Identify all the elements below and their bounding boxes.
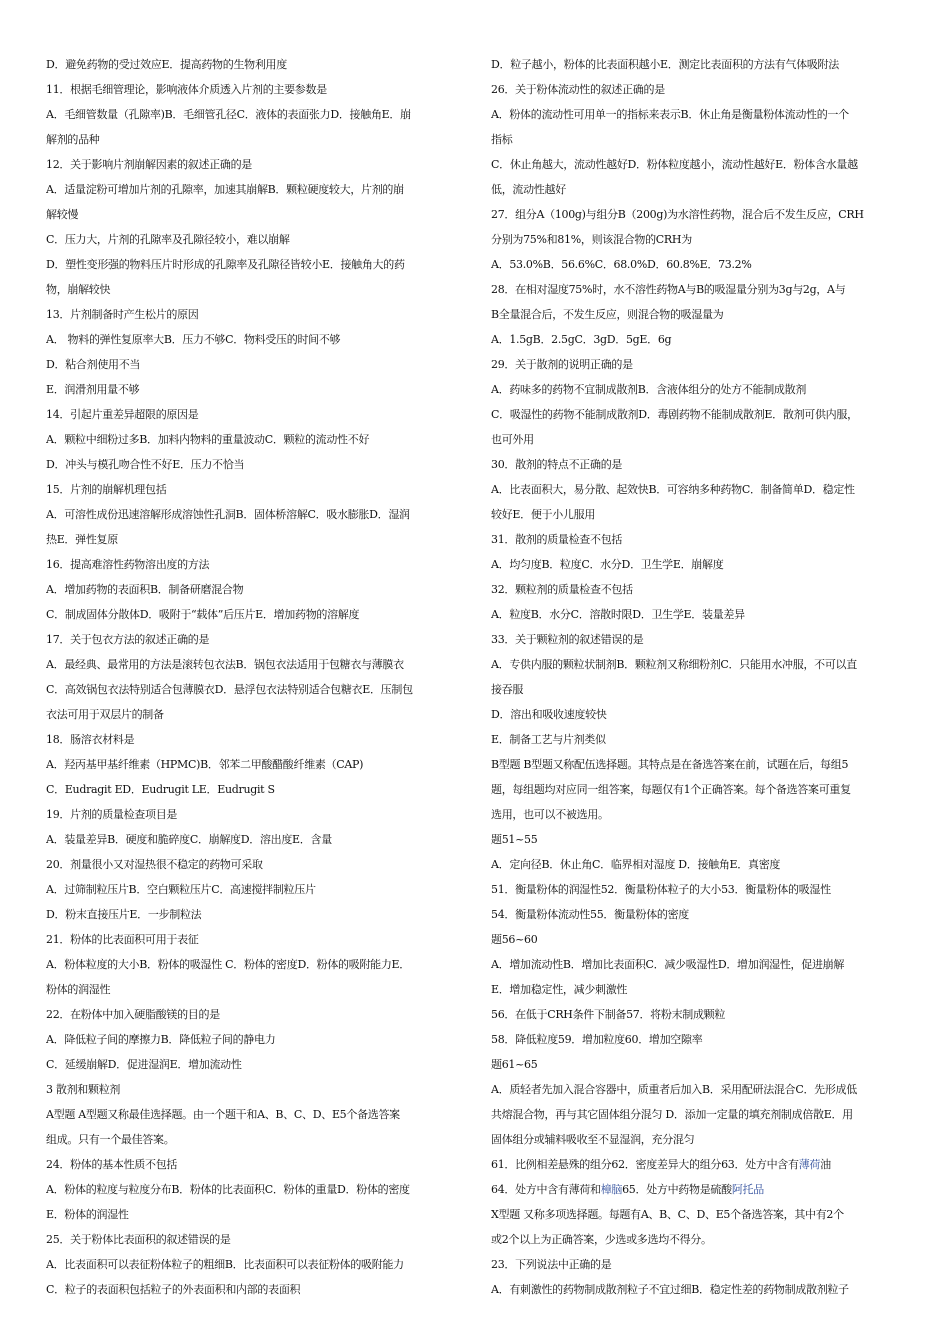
left-text-line	[46, 502, 461, 527]
line-text: 19．片剂的质量检查项目是	[46, 808, 178, 821]
line-text: A．粒度B．水分C．溶散时限D．卫生学E．装量差异	[491, 608, 745, 621]
line-text: 28．在相对湿度75%时，水不溶性药物A与B的吸湿量分别为3g与2g，A与	[491, 283, 846, 296]
line-text: 15．片剂的崩解机理包括	[46, 483, 167, 496]
left-text-line	[46, 602, 461, 627]
left-text-line	[46, 477, 461, 502]
line-text: 题51~55	[491, 833, 538, 846]
line-text: A．羟丙基甲基纤维素（HPMC)B．邻苯二甲酸醋酸纤维素（CAP)	[46, 758, 364, 771]
line-text: C．高效锅包衣法特别适合包薄膜衣D．悬浮包衣法特别适合包糖衣E．压制包	[46, 683, 413, 696]
left-text-line	[46, 277, 461, 302]
line-text: 14．引起片重差异超限的原因是	[46, 408, 199, 421]
left-text-line	[46, 927, 461, 952]
line-text: A．适量淀粉可增加片剂的孔隙率，加速其崩解B．颗粒硬度较大，片剂的崩	[46, 183, 404, 196]
line-text: 题，每组题均对应同一组答案，每题仅有1个正确答案。每个备选答案可重复	[491, 783, 851, 796]
right-text-line	[491, 677, 909, 702]
line-text: 解较慢	[46, 208, 79, 221]
left-text-line	[46, 127, 461, 152]
right-text-line	[491, 752, 909, 777]
line-text: 或2个以上为正确答案，少选或多选均不得分。	[491, 1233, 712, 1246]
line-text: 26．关于粉体流动性的叙述正确的是	[491, 83, 665, 96]
left-text-line	[46, 77, 461, 102]
line-text: A．比表面积大，易分散、起效快B．可容纳多种药物C．制备简单D．稳定性	[491, 483, 855, 496]
left-text-line	[46, 227, 461, 252]
right-text-line	[491, 177, 909, 202]
line-text: 23．下列说法中正确的是	[491, 1258, 612, 1271]
line-text: 56．在低于CRH条件下制备57．将粉末制成颗粒	[491, 1008, 726, 1021]
left-text-line	[46, 177, 461, 202]
right-text-line	[491, 152, 909, 177]
line-text: 31．散剂的质量检查不包括	[491, 533, 623, 546]
line-text: 低，流动性越好	[491, 183, 566, 196]
line-text: A型题 A型题又称最佳选择题。由一个题干和A、B、C、D、E5个备选答案	[46, 1108, 400, 1121]
left-text-line	[46, 102, 461, 127]
line-text: 18．肠溶衣材料是	[46, 733, 135, 746]
right-text-line	[491, 1277, 909, 1302]
line-text: 接吞服	[491, 683, 524, 696]
right-text-line	[491, 352, 909, 377]
line-text: A．定向径B．休止角C．临界相对湿度 D．接触角E．真密度	[491, 858, 781, 871]
line-text: 较好E．便于小儿服用	[491, 508, 596, 521]
left-text-line	[46, 1252, 461, 1277]
right-text-line	[491, 952, 909, 977]
line-text: C．制成固体分散体D．吸附于“载体”后压片E．增加药物的溶解度	[46, 608, 360, 621]
line-text: A．药味多的药物不宜制成散剂B．含液体组分的处方不能制成散剂	[491, 383, 807, 396]
left-text-line	[46, 952, 461, 977]
right-text-line	[491, 252, 909, 277]
left-text-line	[46, 727, 461, 752]
line-text: 12．关于影响片剂崩解因素的叙述正确的是	[46, 158, 252, 171]
left-text-line	[46, 1227, 461, 1252]
right-text-line	[491, 1227, 909, 1252]
left-text-line	[46, 52, 461, 77]
right-text-line	[491, 1177, 909, 1202]
line-text: 指标	[491, 133, 513, 146]
line-text: 30．散剂的特点不正确的是	[491, 458, 623, 471]
term-link-zhangnao[interactable]: 樟脑	[600, 1183, 623, 1196]
right-text-line	[491, 827, 909, 852]
right-text-line	[491, 1002, 909, 1027]
left-text-line	[46, 302, 461, 327]
left-text-line	[46, 152, 461, 177]
line-text: A．降低粒子间的摩擦力B．降低粒子间的静电力	[46, 1033, 276, 1046]
left-text-line	[46, 877, 461, 902]
line-text: A．有刺激性的药物制成散剂粒子不宜过细B．稳定性差的药物制成散剂粒子	[491, 1283, 849, 1296]
right-text-line	[491, 552, 909, 577]
right-text-line	[491, 77, 909, 102]
line-text: B型题 B型题又称配伍选择题。其特点是在备选答案在前，试题在后，每组5	[491, 758, 849, 771]
left-text-line	[46, 702, 461, 727]
line-text: A．53.0%B．56.6%C．68.0%D．60.8%E．73.2%	[491, 258, 752, 271]
left-text-line	[46, 652, 461, 677]
line-text: 11．根据毛细管理论，影响液体介质透入片剂的主要参数是	[46, 83, 327, 96]
left-text-line	[46, 202, 461, 227]
left-text-line	[46, 1002, 461, 1027]
line-text: E．润滑剂用量不够	[46, 383, 140, 396]
left-text-line	[46, 252, 461, 277]
term-link-bohe[interactable]: 薄荷	[798, 1158, 821, 1171]
line-text: D．避免药物的受过效应E．提高药物的生物利用度	[46, 58, 287, 71]
line-text: 17．关于包衣方法的叙述正确的是	[46, 633, 210, 646]
line-text: A． 物料的弹性复原率大B．压力不够C．物料受压的时间不够	[46, 333, 341, 346]
left-text-line	[46, 677, 461, 702]
left-text-line	[46, 377, 461, 402]
left-text-line	[46, 1152, 461, 1177]
left-column	[46, 52, 461, 1302]
left-text-line	[46, 1077, 461, 1102]
line-text: 热E．弹性复原	[46, 533, 118, 546]
line-text-mid: 65．处方中药物是硫酸	[622, 1183, 732, 1196]
left-text-line	[46, 777, 461, 802]
right-text-line	[491, 377, 909, 402]
right-text-line	[491, 402, 909, 427]
right-text-line	[491, 1252, 909, 1277]
line-text: A．增加流动性B．增加比表面积C．减少吸湿性D．增加润湿性，促进崩解	[491, 958, 845, 971]
line-text: 粉体的润湿性	[46, 983, 111, 996]
left-text-line	[46, 1127, 461, 1152]
left-text-line	[46, 977, 461, 1002]
right-text-line	[491, 1027, 909, 1052]
right-text-line	[491, 877, 909, 902]
line-text: 25．关于粉体比表面积的叙述错误的是	[46, 1233, 231, 1246]
right-text-line	[491, 302, 909, 327]
line-text: 58．降低粒度59．增加粒度60．增加空隙率	[491, 1033, 703, 1046]
line-text: 64．处方中含有薄荷和	[491, 1183, 601, 1196]
right-text-line	[491, 477, 909, 502]
line-text: A．最经典、最常用的方法是滚转包衣法B．锅包衣法适用于包糖衣与薄膜衣	[46, 658, 404, 671]
line-text: A．毛细管数量（孔隙率)B．毛细管孔径C．液体的表面张力D．接触角E．崩	[46, 108, 411, 121]
line-text: 27．组分A（100g)与组分B（200g)为水溶性药物，混合后不发生反应，CRH	[491, 208, 864, 221]
left-text-line	[46, 1177, 461, 1202]
line-text: D．粘合剂使用不当	[46, 358, 141, 371]
right-text-line	[491, 1077, 909, 1102]
left-text-line	[46, 327, 461, 352]
line-text: C．吸湿性的药物不能制成散剂D．毒剧药物不能制成散剂E．散剂可供内服，	[491, 408, 858, 421]
right-text-line	[491, 977, 909, 1002]
line-text: A．粉体粒度的大小B．粉体的吸湿性 C．粉体的密度D．粉体的吸附能力E．	[46, 958, 410, 971]
line-text: 题61~65	[491, 1058, 538, 1071]
line-text: A．专供内服的颗粒状制剂B．颗粒剂又称细粉剂C．只能用水冲服，不可以直	[491, 658, 857, 671]
line-text: 也可外用	[491, 433, 534, 446]
line-text: 物，崩解较快	[46, 283, 111, 296]
right-text-line	[491, 1127, 909, 1152]
right-text-line	[491, 1052, 909, 1077]
line-text: C．压力大，片剂的孔隙率及孔隙径较小，难以崩解	[46, 233, 290, 246]
left-text-line	[46, 1027, 461, 1052]
line-text: A．过筛制粒压片B．空白颗粒压片C．高速搅拌制粒压片	[46, 883, 316, 896]
line-text: A．均匀度B．粒度C．水分D．卫生学E．崩解度	[491, 558, 724, 571]
line-text-tail: 油	[820, 1158, 831, 1171]
left-text-line	[46, 1102, 461, 1127]
line-text: 解剂的品种	[46, 133, 100, 146]
line-text: 固体组分或辅料吸收至不显湿润，充分混匀	[491, 1133, 695, 1146]
right-text-line	[491, 1102, 909, 1127]
right-text-line	[491, 277, 909, 302]
line-text: A．颗粒中细粉过多B．加料内物料的重量波动C．颗粒的流动性不好	[46, 433, 370, 446]
left-text-line	[46, 802, 461, 827]
left-text-line	[46, 427, 461, 452]
right-text-line	[491, 452, 909, 477]
right-text-line	[491, 527, 909, 552]
line-text: 3 散剂和颗粒剂	[46, 1083, 121, 1096]
right-text-line	[491, 702, 909, 727]
left-text-line	[46, 577, 461, 602]
line-text: C．粒子的表面积包括粒子的外表面积和内部的表面积	[46, 1283, 301, 1296]
line-text: A．粉体的粒度与粒度分布B．粉体的比表面积C．粉体的重量D．粉体的密度	[46, 1183, 410, 1196]
right-text-line	[491, 1152, 909, 1177]
right-text-line	[491, 602, 909, 627]
line-text: A．质轻者先加入混合容器中，质重者后加入B．采用配研法混合C．先形成低	[491, 1083, 857, 1096]
right-text-line	[491, 127, 909, 152]
right-text-line	[491, 902, 909, 927]
line-text: 24．粉体的基本性质不包括	[46, 1158, 178, 1171]
line-text: 22．在粉体中加入硬脂酸镁的目的是	[46, 1008, 220, 1021]
line-text: X型题 又称多项选择题。每题有A、B、C、D、E5个备选答案，其中有2个	[491, 1208, 844, 1221]
right-column	[491, 52, 909, 1302]
line-text: 16．提高难溶性药物溶出度的方法	[46, 558, 210, 571]
left-text-line	[46, 752, 461, 777]
left-text-line	[46, 902, 461, 927]
line-text: C．Eudragit ED．Eudrugit LE．Eudrugit S	[46, 783, 275, 796]
line-text: 33．关于颗粒剂的叙述错误的是	[491, 633, 644, 646]
right-text-line	[491, 202, 909, 227]
right-text-line	[491, 927, 909, 952]
line-text: B全量混合后，不发生反应，则混合物的吸湿量为	[491, 308, 724, 321]
line-text: E．制备工艺与片剂类似	[491, 733, 606, 746]
line-text: A．可溶性成份迅速溶解形成溶蚀性孔洞B．固体桥溶解C．吸水膨胀D．湿润	[46, 508, 410, 521]
right-text-line	[491, 627, 909, 652]
left-text-line	[46, 852, 461, 877]
right-text-line	[491, 52, 909, 77]
line-text: A．装量差异B．硬度和脆碎度C．崩解度D．溶出度E．含量	[46, 833, 332, 846]
line-text: 51．衡量粉体的润湿性52．衡量粉体粒子的大小53．衡量粉体的吸湿性	[491, 883, 831, 896]
right-text-line	[491, 652, 909, 677]
line-text: C．延缓崩解D．促进湿润E．增加流动性	[46, 1058, 242, 1071]
line-text: E．增加稳定性，减少刺激性	[491, 983, 628, 996]
line-text: 选用，也可以不被选用。	[491, 808, 609, 821]
line-text: 21．粉体的比表面积可用于表征	[46, 933, 199, 946]
line-text: 20．剂量很小又对湿热很不稳定的药物可采取	[46, 858, 263, 871]
line-text: A．增加药物的表面积B．制备研磨混合物	[46, 583, 244, 596]
left-text-line	[46, 452, 461, 477]
right-text-line	[491, 727, 909, 752]
line-text: 13．片剂制备时产生松片的原因	[46, 308, 199, 321]
line-text: 题56~60	[491, 933, 538, 946]
right-text-line	[491, 227, 909, 252]
right-text-line	[491, 577, 909, 602]
left-text-line	[46, 1052, 461, 1077]
right-text-line	[491, 102, 909, 127]
term-link-atuopin[interactable]: 阿托品	[731, 1183, 764, 1196]
line-text: 衣法可用于双层片的制备	[46, 708, 164, 721]
line-text: D．溶出和吸收速度较快	[491, 708, 607, 721]
left-text-line	[46, 352, 461, 377]
right-text-line	[491, 502, 909, 527]
line-text: D．冲头与模孔吻合性不好E．压力不恰当	[46, 458, 245, 471]
line-text: D．粉末直接压片E．一步制粒法	[46, 908, 202, 921]
line-text: 组成。只有一个最佳答案。	[46, 1133, 175, 1146]
line-text: A．1.5gB．2.5gC．3gD．5gE．6g	[491, 333, 672, 346]
left-text-line	[46, 402, 461, 427]
right-text-line	[491, 327, 909, 352]
line-text: 32．颗粒剂的质量检查不包括	[491, 583, 633, 596]
line-text: A．粉体的流动性可用单一的指标来表示B．休止角是衡量粉体流动性的一个	[491, 108, 849, 121]
line-text: C．休止角越大，流动性越好D．粉体粒度越小，流动性越好E．粉体含水量越	[491, 158, 858, 171]
left-text-line	[46, 827, 461, 852]
left-text-line	[46, 527, 461, 552]
line-text: D．塑性变形强的物料压片时形成的孔隙率及孔隙径皆较小E．接触角大的药	[46, 258, 405, 271]
right-text-line	[491, 802, 909, 827]
line-text: 分别为75%和81%，则该混合物的CRH为	[491, 233, 692, 246]
left-text-line	[46, 1202, 461, 1227]
left-text-line	[46, 1277, 461, 1302]
line-text: 29．关于散剂的说明正确的是	[491, 358, 633, 371]
line-text: D．粒子越小，粉体的比表面积越小E．测定比表面积的方法有气体吸附法	[491, 58, 839, 71]
right-text-line	[491, 1202, 909, 1227]
right-text-line	[491, 852, 909, 877]
left-text-line	[46, 552, 461, 577]
left-text-line	[46, 627, 461, 652]
right-text-line	[491, 427, 909, 452]
line-text: 61．比例相差悬殊的组分62．密度差异大的组分63．处方中含有	[491, 1158, 799, 1171]
line-text: 共熔混合物，再与其它固体组分混匀 D．添加一定量的填充剂制成倍散E．用	[491, 1108, 853, 1121]
line-text: A．比表面积可以表征粉体粒子的粗细B．比表面积可以表征粉体的吸附能力	[46, 1258, 404, 1271]
line-text: E．粉体的润湿性	[46, 1208, 129, 1221]
line-text: 54．衡量粉体流动性55．衡量粉体的密度	[491, 908, 689, 921]
right-text-line	[491, 777, 909, 802]
